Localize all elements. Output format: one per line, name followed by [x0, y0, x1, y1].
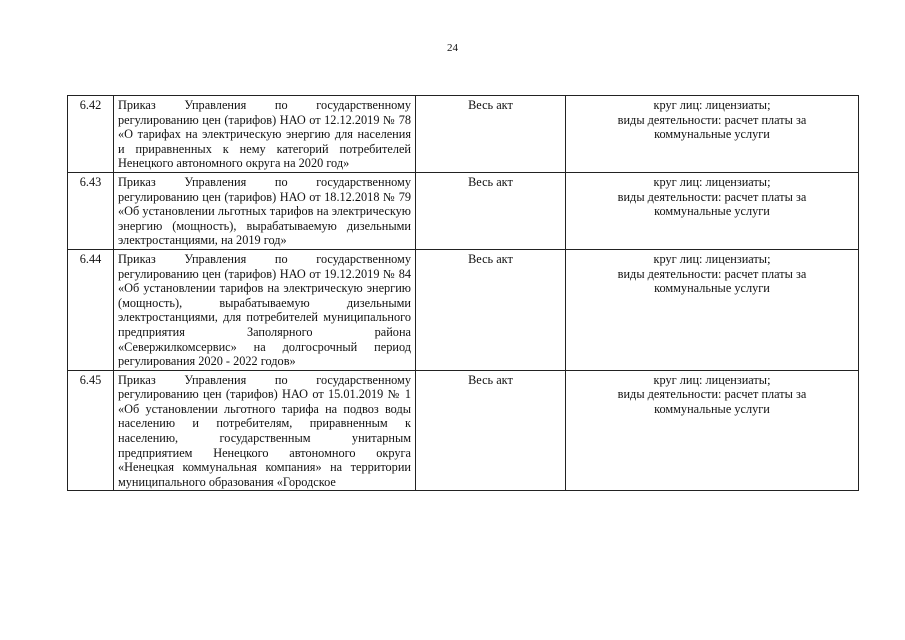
note-line: виды деятельности: расчет платы за [617, 189, 807, 204]
note-line: виды деятельности: расчет платы за [617, 387, 807, 402]
note-line: круг лиц: лицензиаты; [653, 372, 771, 387]
row-number: 6.42 [68, 96, 114, 173]
table-row [68, 172, 859, 249]
act-title: Приказ Управления по государственному регулированию цен (тарифов) НАО от 18.12.2018 № 79 «Об установлении льготных тарифов на электрическую энергию (мощность), вырабатываемую дизельными электростанциями, на 2019 год» [114, 172, 416, 249]
act-scope: Весь акт [416, 249, 566, 370]
note-line: круг лиц: лицензиаты; [653, 251, 771, 266]
note-line: коммунальные услуги [654, 127, 770, 142]
act-scope: Весь акт [416, 370, 566, 491]
act-scope: Весь акт [416, 96, 566, 173]
act-scope: Весь акт [416, 172, 566, 249]
row-number: 6.43 [68, 172, 114, 249]
note-line: круг лиц: лицензиаты; [653, 174, 771, 189]
note-line: круг лиц: лицензиаты; [653, 98, 771, 112]
act-note [566, 172, 859, 249]
note-line: коммунальные услуги [654, 281, 770, 296]
act-title: Приказ Управления по государственному регулированию цен (тарифов) НАО от 19.12.2019 № 84 «Об установлении тарифов на электрическую энергию (мощность), вырабатываемую дизельными электростанциями, для потребителей муниципального предприятия Заполярного района «Севержилкомсервис» на долгосрочный период регулирования 2020 - 2022 годов» [114, 249, 416, 370]
act-title: Приказ Управления по государственному регулированию цен (тарифов) НАО от 15.01.2019 № 1 «Об установлении льготного тарифа на подвоз воды населению и потребителям, приравненным к населению, государственным унитарным предприятием Ненецкого автономного округа «Ненецкая коммунальная компания» на территории муниципального образования «Городское [114, 370, 416, 491]
row-number: 6.44 [68, 249, 114, 370]
note-line: виды деятельности: расчет платы за [617, 112, 807, 127]
act-title: Приказ Управления по государственному регулированию цен (тарифов) НАО от 12.12.2019 № 78 «О тарифах на электрическую энергию для населения и приравненных к нему категорий потребителей Ненецкого автономного округа на 2020 год» [114, 96, 416, 173]
note-line: коммунальные услуги [654, 401, 770, 416]
act-note [566, 370, 859, 491]
act-note [566, 249, 859, 370]
legal-acts-table [67, 95, 859, 491]
note-line: коммунальные услуги [654, 204, 770, 219]
table-row [68, 370, 859, 491]
note-line: виды деятельности: расчет платы за [617, 266, 807, 281]
row-number: 6.45 [68, 370, 114, 491]
table-row [68, 249, 859, 370]
act-note [566, 96, 859, 173]
table-row [68, 96, 859, 173]
page-number: 24 [447, 42, 458, 54]
